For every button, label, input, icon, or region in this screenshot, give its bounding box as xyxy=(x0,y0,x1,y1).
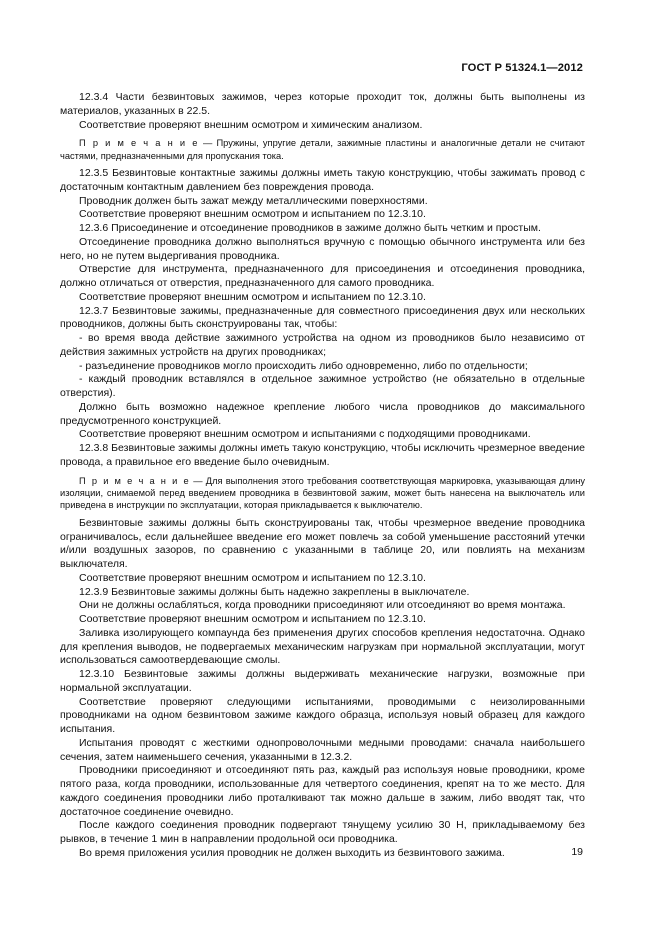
paragraph: Безвинтовые зажимы должны быть сконструированы так, чтобы чрезмерное введение проводника ограничивалось, если дальнейшее введение его может повлечь за собой уменьшение расстояний утечки и/или воздушных зазоров, по сравнению с указанными в таблице 20, или повлиять на механизм выключателя. xyxy=(60,516,585,571)
paragraph: Должно быть возможно надежное крепление любого числа проводников до максимального предусмотренного конструкцией. xyxy=(60,400,585,427)
paragraph: После каждого соединения проводник подвергают тянущему усилию 30 Н, прикладываемому без рывков, в течение 1 мин в направлении продольной оси проводника. xyxy=(60,819,585,846)
paragraph: 12.3.8 Безвинтовые зажимы должны иметь такую конструкцию, чтобы исключить чрезмерное введение провода, а правильное его введение было очевидным. xyxy=(60,442,585,468)
paragraph: 12.3.6 Присоединение и отсоединение проводников в зажиме должно быть четким и простым. xyxy=(79,222,541,235)
paragraph: Испытания проводят с жесткими однопроволочными медными проводами: сначала наибольшего сечения, затем наименьшего сечения, указанными в 12.3.2. xyxy=(60,736,585,763)
page-number: 19 xyxy=(571,846,583,858)
paragraph: 12.3.10 Безвинтовые зажимы должны выдерживать механические нагрузки, возможные при нормальной эксплуатации. xyxy=(60,668,585,694)
paragraph: Отсоединение проводника должно выполняться вручную с помощью обычного инструмента или без него, но не путем выдергивания проводника. xyxy=(60,235,585,262)
paragraph: Соответствие проверяют следующими испытаниями, проводимыми с неизолированными проводниками на одном безвинтовом зажиме каждого образца, используя новый образец для каждого испытания. xyxy=(60,695,585,736)
paragraph: 12.3.4 Части безвинтовых зажимов, через которые проходит ток, должны быть выполнены из материалов, указанных в 22.5. xyxy=(60,91,585,117)
standard-id-header: ГОСТ Р 51324.1—2012 xyxy=(461,62,583,74)
paragraph: Соответствие проверяют внешним осмотром и испытанием по 12.3.10. xyxy=(79,208,426,221)
note xyxy=(60,137,585,162)
paragraph: Соответствие проверяют внешним осмотром и испытаниями с подходящими проводниками. xyxy=(79,428,531,441)
note-label: П р и м е ч а н и е xyxy=(79,138,199,149)
paragraph: Проводник должен быть зажат между металлическими поверхностями. xyxy=(79,194,428,207)
note-label: П р и м е ч а н и е xyxy=(79,475,191,486)
paragraph: Заливка изолирующего компаунда без применения других способов крепления недостаточна. Однако для крепления выводов, не подвергаемых механическим нагрузкам при нормальной эксплуатации, могут использоваться самоотвердевающие смолы. xyxy=(60,626,585,667)
paragraph: 12.3.5 Безвинтовые контактные зажимы должны иметь такую конструкцию, чтобы зажимать провод с достаточным контактным давлением без повреждения провода. xyxy=(60,167,585,193)
paragraph: Проводники присоединяют и отсоединяют пять раз, каждый раз используя новые проводники, кроме пятого раза, когда проводники, использованные для четвертого соединения, крепят на то же место. Для каждого соединения проводники либо проталкивают так можно дальше в зажим, либо вводят так, что достаточное соединение очевидно. xyxy=(60,764,585,818)
note-text: — Пружины, упругие детали, зажимные пластины и аналогичные детали не считают частями, предназначенными для пропускания тока. xyxy=(60,138,585,161)
paragraph: 12.3.7 Безвинтовые зажимы, предназначенные для совместного присоединения двух или нескольких проводников, должны быть сконструированы так, чтобы: xyxy=(60,304,585,331)
paragraph: Отверстие для инструмента, предназначенного для присоединения и отсоединения проводника, должно отличаться от отверстия, предназначенного для самого проводника. xyxy=(60,263,585,290)
paragraph: 12.3.9 Безвинтовые зажимы должны быть надежно закреплены в выключателе. xyxy=(79,585,470,598)
paragraph: Они не должны ослабляться, когда проводники присоединяют или отсоединяют во время монтажа. xyxy=(79,599,566,612)
note-text: — Для выполнения этого требования соответствующая маркировка, указывающая длину изоляции, снимаемой перед введением проводника в безвинтовой зажим, может быть нанесена на выключатель или приведена в инструкции по эксплуатации, которая прикладывается к выключателю. xyxy=(60,475,585,511)
paragraph: Соответствие проверяют внешним осмотром и испытанием по 12.3.10. xyxy=(79,290,426,303)
paragraph: Во время приложения усилия проводник не должен выходить из безвинтового зажима. xyxy=(79,846,505,859)
list-item: - во время ввода действие зажимного устройства на одном из проводников было независимо от действия зажимных устройств на других проводниках; xyxy=(60,332,585,358)
paragraph: Соответствие проверяют внешним осмотром и испытанием по 12.3.10. xyxy=(79,571,426,584)
paragraph: Соответствие проверяют внешним осмотром и испытанием по 12.3.10. xyxy=(79,613,426,626)
document-body xyxy=(60,91,585,861)
note xyxy=(60,475,585,512)
paragraph: Соответствие проверяют внешним осмотром и химическим анализом. xyxy=(79,118,423,131)
list-item: - разъединение проводников могло происходить либо одновременно, либо по отдельности; xyxy=(79,359,528,372)
list-item: - каждый проводник вставлялся в отдельное зажимное устройство (не обязательно в отдельные отверстия). xyxy=(60,373,585,400)
